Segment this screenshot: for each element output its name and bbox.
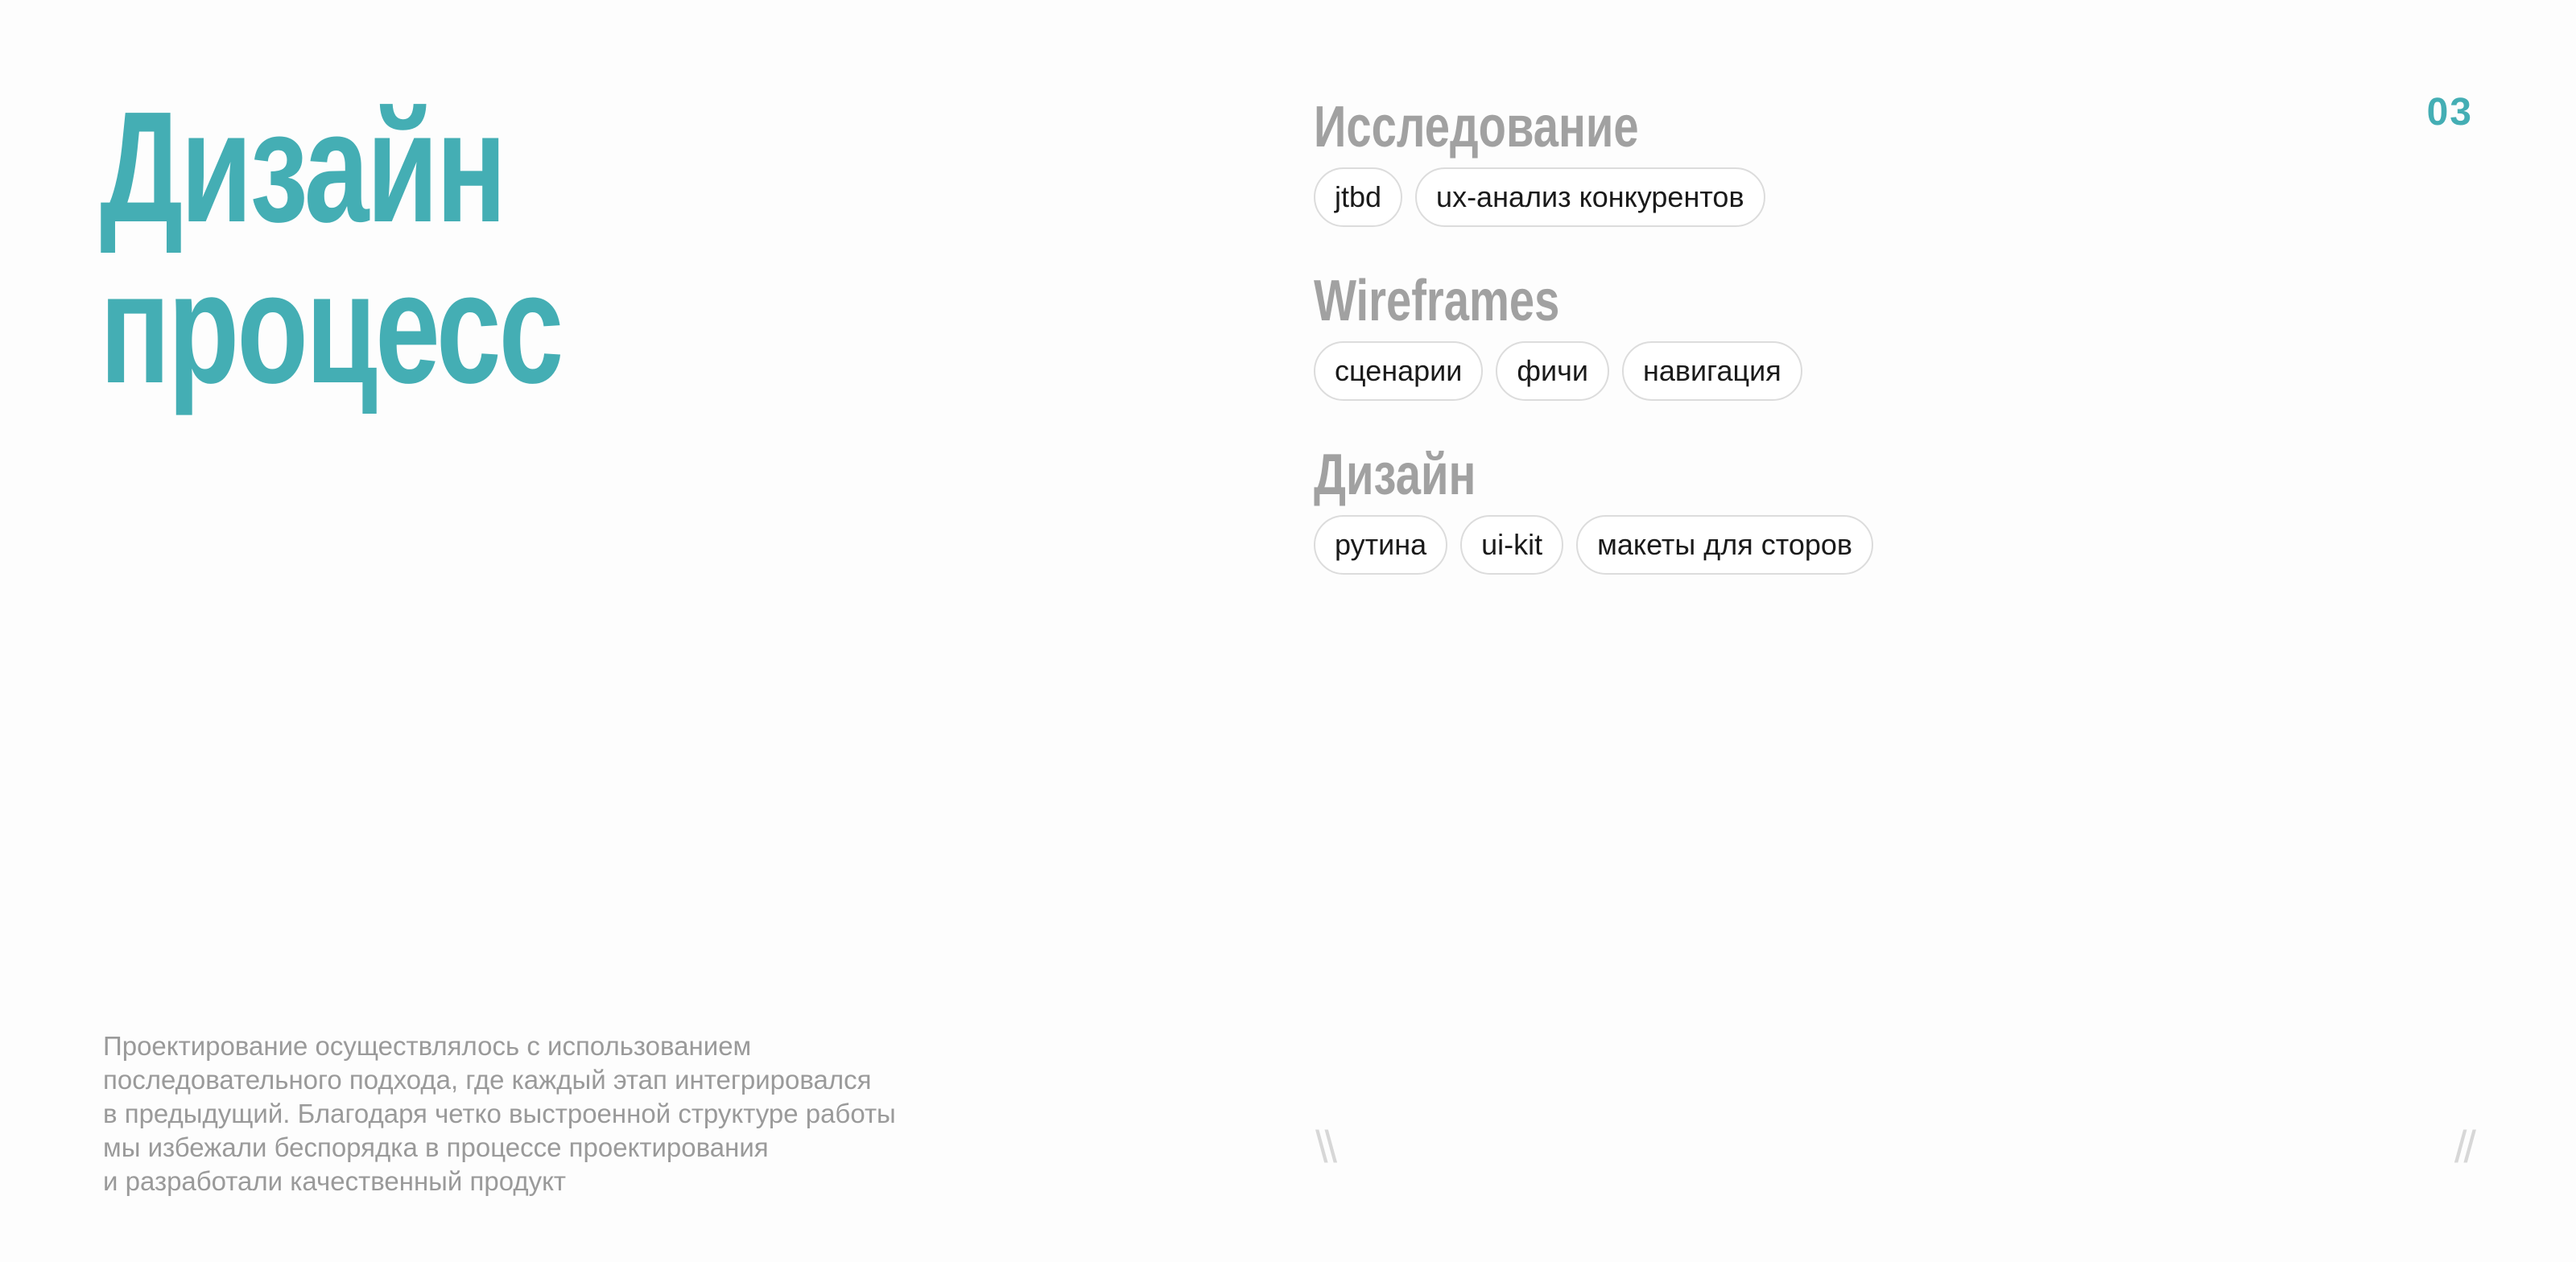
section-title: Дизайн xyxy=(1314,443,1476,507)
page-title-line-1: Дизайн xyxy=(100,79,505,255)
tag: фичи xyxy=(1496,341,1609,401)
page-title xyxy=(100,79,562,416)
section-wireframes xyxy=(1314,269,2360,401)
section-title: Исследование xyxy=(1314,95,1639,159)
tag: рутина xyxy=(1314,515,1447,575)
description-line: и разработали качественный продукт xyxy=(103,1166,567,1196)
tag-list xyxy=(1314,341,2360,401)
tag: макеты для сторов xyxy=(1576,515,1873,575)
tag: сценарии xyxy=(1314,341,1483,401)
tag-list xyxy=(1314,167,2360,227)
description-line: последовательного подхода, где каждый этап интегрировался xyxy=(103,1065,872,1095)
section-title: Wireframes xyxy=(1314,269,1560,333)
backslash-decoration: \\ xyxy=(1315,1121,1335,1172)
tag: jtbd xyxy=(1314,167,1402,227)
tag-list xyxy=(1314,515,2360,575)
description-line: Проектирование осуществлялось с использованием xyxy=(103,1031,752,1061)
tag: навигация xyxy=(1622,341,1802,401)
description-line: в предыдущий. Благодаря четко выстроенной структуре работы xyxy=(103,1099,896,1128)
section-design xyxy=(1314,443,2360,575)
tag: ui-kit xyxy=(1460,515,1563,575)
section-research xyxy=(1314,95,2360,227)
description-line: мы избежали беспорядка в процессе проектирования xyxy=(103,1132,769,1162)
slash-decoration: // xyxy=(2454,1121,2473,1172)
tag: ux-анализ конкурентов xyxy=(1415,167,1765,227)
process-sections xyxy=(1314,95,2360,617)
page-title-line-2: процесс xyxy=(100,240,562,416)
page-number: 03 xyxy=(2426,91,2473,134)
description-text xyxy=(103,1029,1069,1198)
